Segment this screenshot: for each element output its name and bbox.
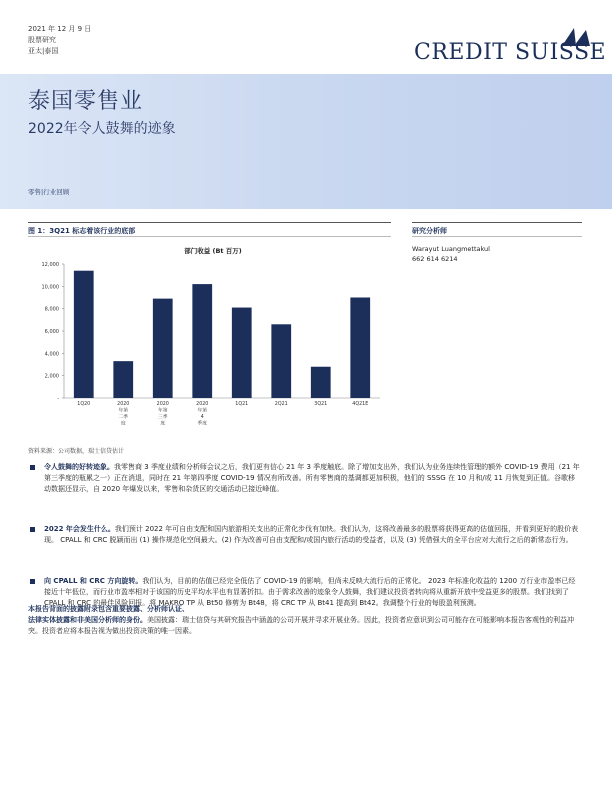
- y-tick-label: 6,000: [44, 329, 59, 335]
- x-tick-label: 年第: [197, 408, 208, 414]
- bullet-text: 我们预计 2022 年可自由支配和国内旅游相关支出的正常化步伐有加快。我们认为，这将改善最多的股票将获得更高的估值回报，并看到更好的股价表现。 CPALL 和 CRC 脱颖而出 (1) 操作规范化空间最大。(2) 作为改善可自由支配和/或国内旅行活动的受益者，以及 (3) 凭借强大的全平台应对大流行之后的新常态行为。: [44, 525, 579, 544]
- y-tick-label: 12,000: [41, 262, 59, 268]
- credit-suisse-logo: [410, 26, 607, 70]
- sidebar-top-rule: [412, 222, 582, 223]
- bullet-lead: 令人鼓舞的好转迹象。: [44, 463, 114, 471]
- report-dept: 股票研究: [28, 36, 56, 44]
- bullet-square-icon: [30, 465, 35, 470]
- bullet-lead: 向 CPALL 和 CRC 方向旋转。: [44, 577, 143, 585]
- x-tick-label: 度: [120, 421, 126, 427]
- report-region: 亚太|泰国: [28, 47, 59, 55]
- x-tick-label: 4Q21E: [352, 402, 369, 407]
- y-tick-label: 8,000: [44, 306, 59, 313]
- chart-title: 部门收益 (Bt 百万): [184, 247, 242, 255]
- bar: [232, 308, 252, 398]
- x-tick-label: 三季: [157, 415, 168, 420]
- sector-earnings-chart: [28, 240, 391, 440]
- x-tick-label: 季度: [197, 421, 208, 427]
- report-category: 零售|行业回顾: [28, 188, 70, 196]
- bullet-text: 我零售商 3 季度业绩和分析师会议之后，我们更有信心 21 年 3 季度触底。除了增加支出外，我们认为业务连续性管理的额外 COVID-19 费用（21 年第三季度的瓶累之一）正在消退，同时在 21 年第四季度 COVID-19 情况有所改善。所有零售商的基调都更加积极，他们的 SSSG 在 10 月和/或 11 月恢复到正值。谷歌移动数据还显示，自 2020 年爆发以来，零售和杂货区的交通活动已接近峰值。: [44, 463, 580, 493]
- y-tick-label: -: [57, 396, 59, 402]
- sidebar-sub-rule: [412, 236, 582, 237]
- report-date: 2021 年 12 月 9 日: [28, 25, 92, 33]
- y-tick-label: 4,000: [44, 351, 59, 358]
- x-tick-label: 2020: [117, 402, 130, 407]
- x-tick-label: 3Q21: [314, 402, 328, 407]
- bullet-square-icon: [30, 527, 35, 532]
- bar: [192, 284, 212, 398]
- analyst-phone: 662 614 6214: [412, 255, 458, 263]
- report-subtitle: 2022年令人鼓舞的迹象: [28, 121, 176, 137]
- bullet-paragraph: [28, 524, 582, 546]
- x-tick-label: 2020: [196, 402, 209, 407]
- x-tick-label: 2020: [156, 402, 169, 407]
- disclaimer-lead: 法律实体披露和非美国分析师的身份。: [28, 616, 147, 624]
- y-tick-label: 10,000: [41, 284, 59, 291]
- report-title: 泰国零售业: [28, 89, 144, 114]
- figure-sub-rule: [28, 236, 391, 237]
- analyst-block: [412, 244, 490, 264]
- x-tick-label: 1Q21: [235, 402, 249, 407]
- bar: [74, 271, 94, 398]
- x-tick-label: 2Q21: [274, 402, 288, 407]
- figure-top-rule: [28, 222, 391, 223]
- bar: [271, 324, 291, 398]
- disclaimer-line1: 本报告背面的披露附录包含重要披露、分析师认证、: [28, 605, 189, 613]
- bar: [311, 367, 331, 398]
- bullet-square-icon: [30, 579, 35, 584]
- x-tick-label: 二季: [118, 415, 129, 420]
- x-tick-label: 年第: [157, 408, 168, 414]
- x-tick-label: 年第: [118, 408, 129, 414]
- bullet-paragraph: [28, 462, 582, 495]
- analyst-heading: 研究分析师: [412, 227, 447, 235]
- bullet-text: 我们认为，目前的估值已经完全低估了 COVID-19 的影响，但尚未反映大流行后的正常化。 2023 年标准化收益的 1200 万行业市盈率已经接近十年低位，而行业市盈率相对于该国的历史平均水平也有显著折扣。由于需求改善的迹象令人鼓舞，我们建议投资者转向将从重新开放中受益更多的股票。我们找到了 CPALL 和 CRC 的最佳风险回报。将 MAKRO TP 从 Bt50 修剪为 Bt48，将 CRC TP 从 Bt41 提高到 Bt42。我调整个行业的每股盈利预测。: [44, 577, 576, 607]
- x-tick-label: 4: [200, 415, 204, 420]
- logo-text: CREDIT SUISSE: [414, 40, 607, 65]
- bullet-lead: 2022 年会发生什么。: [44, 525, 115, 533]
- disclaimer-text: 美国披露：瑞士信贷与其研究报告中涵盖的公司开展并寻求开展业务。因此，投资者应意识到公司可能存在可能影响本报告客观性的利益冲突。投资者应将本报告视为做出投资决策的唯一因素。: [28, 616, 574, 635]
- report-meta: [28, 24, 91, 57]
- x-tick-label: 1Q20: [77, 402, 91, 407]
- y-tick-label: 2,000: [44, 373, 59, 380]
- bar: [113, 361, 133, 398]
- bar: [153, 299, 173, 398]
- figure-source: 资料来源：公司数据，瑞士信贷估计: [28, 448, 125, 455]
- bar: [350, 298, 370, 399]
- figure-title: 图 1：3Q21 标志着该行业的底部: [28, 227, 136, 235]
- analyst-name: Warayut Luangmettakul: [412, 245, 490, 253]
- disclaimer: [28, 604, 584, 637]
- x-tick-label: 度: [160, 421, 166, 427]
